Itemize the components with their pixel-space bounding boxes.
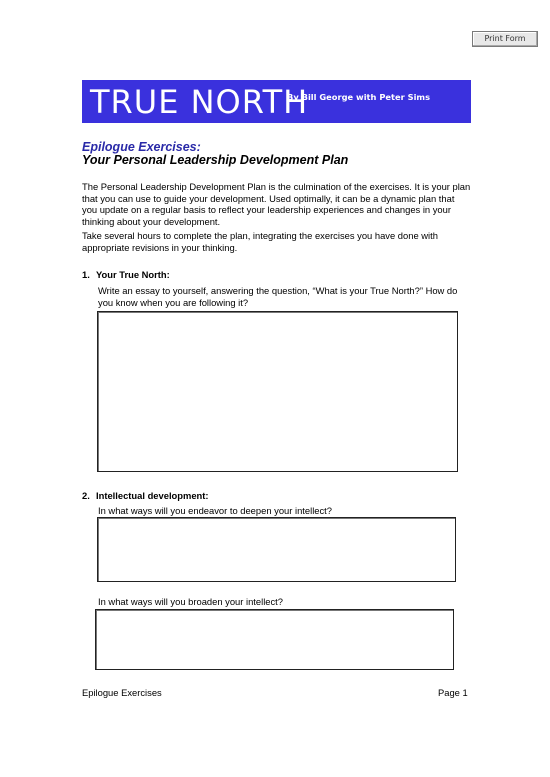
intro-paragraph-2: Take several hours to complete the plan, integrating the exercises you have done with appropriate revisions in your thinking. xyxy=(82,230,438,253)
byline: By Bill George with Peter Sims xyxy=(287,92,431,102)
print-form-button[interactable]: Print Form xyxy=(472,31,538,47)
section-1-title: Your True North: xyxy=(96,269,170,280)
page-subtitle: Your Personal Leadership Development Plan xyxy=(82,153,349,167)
true-north-essay-field[interactable] xyxy=(97,311,458,472)
section-1-heading xyxy=(82,269,170,280)
deepen-intellect-prompt: In what ways will you endeavor to deepen your intellect? xyxy=(98,505,332,516)
broaden-intellect-prompt: In what ways will you broaden your intellect? xyxy=(98,596,283,607)
intro-paragraph-1: The Personal Leadership Development Plan is the culmination of the exercises. It is your plan that you can use to guide your development. Used optimally, it can be a dynamic plan that you update on a regular basis to reflect your leadership experiences and changes in your thinking about your development. xyxy=(82,181,471,227)
section-2-title: Intellectual development: xyxy=(96,490,209,501)
section-2-number: 2. xyxy=(82,490,90,501)
brand-logo: TRUE NORTH xyxy=(90,83,309,121)
broaden-intellect-field[interactable] xyxy=(95,609,454,670)
page-number: Page 1 xyxy=(438,687,468,698)
deepen-intellect-field[interactable] xyxy=(97,517,456,582)
section-1-prompt: Write an essay to yourself, answering the question, “What is your True North?” How do you know when you are following it? xyxy=(98,285,458,308)
footer-label: Epilogue Exercises xyxy=(82,687,162,698)
section-1-number: 1. xyxy=(82,269,90,280)
true-north-banner xyxy=(82,80,471,123)
page-title: Epilogue Exercises: xyxy=(82,140,201,154)
section-2-heading xyxy=(82,490,209,501)
